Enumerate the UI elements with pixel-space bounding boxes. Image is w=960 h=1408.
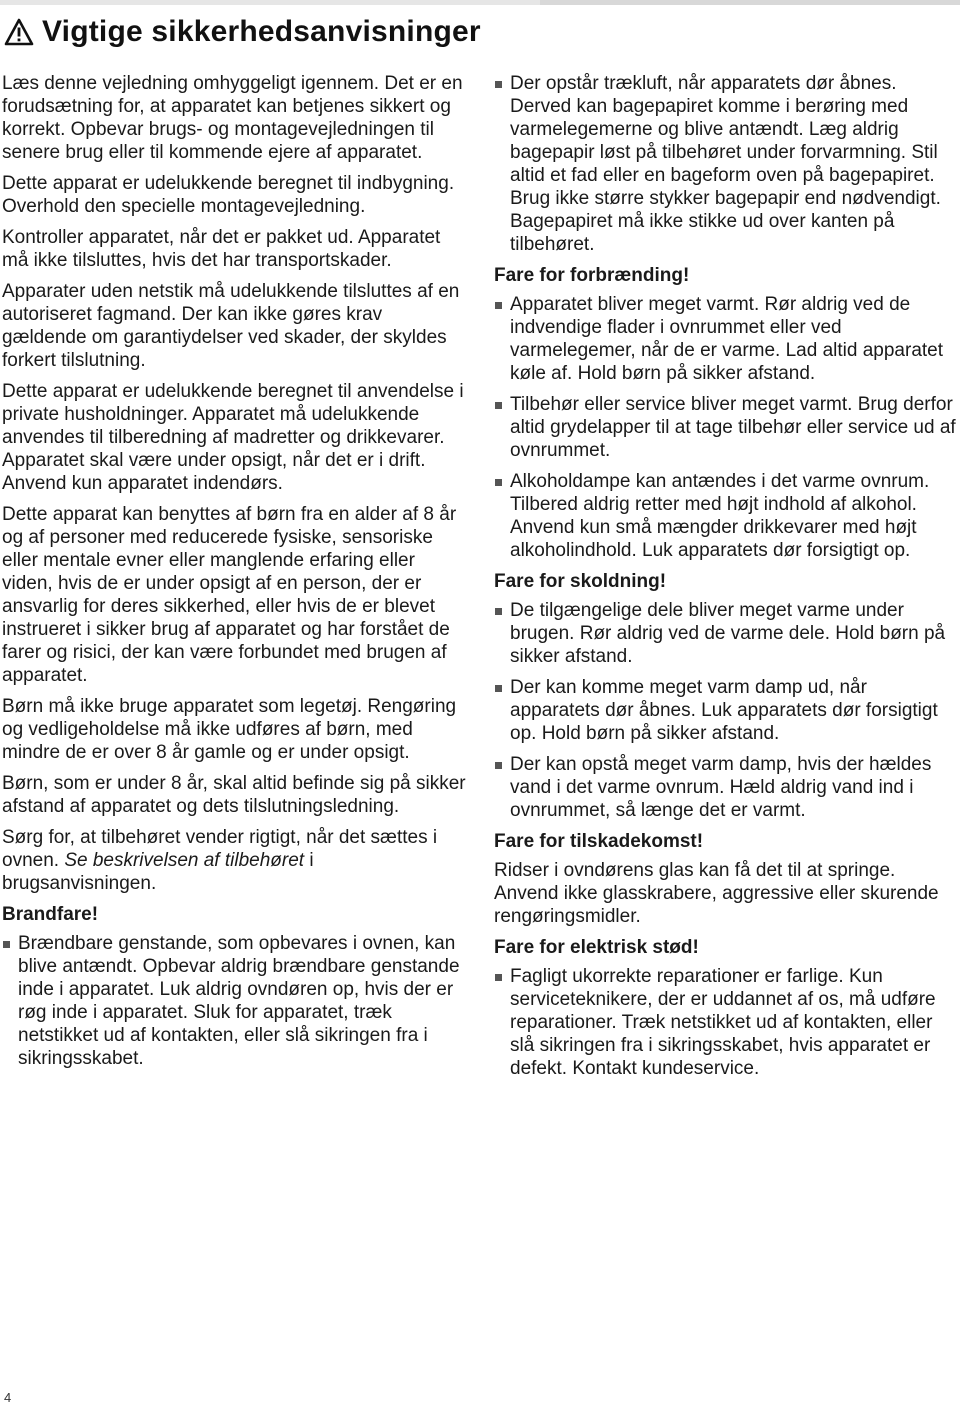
square-bullet-icon — [495, 479, 502, 486]
square-bullet-icon — [495, 685, 502, 692]
warning-triangle-icon — [4, 18, 34, 46]
connection-paragraph: Apparater uden netstik må udelukkende tilsluttes af en autoriseret fagmand. Der kan ikke gøres krav gældende om garantiydelser ved skader, der skyldes forkert tilslutning. — [2, 281, 460, 371]
square-bullet-icon — [3, 941, 10, 948]
list-item: Brændbare genstande, som opbevares i ovnen, kan blive antændt. Opbevar aldrig brændbare genstande inde i apparatet. Luk aldrig ovndøren op, hvis der er røg inde i apparatet. Sluk for apparatet, træk netstikket ud af kontakten, eller slå sikringen fra i sikringsskabet. — [2, 932, 470, 1070]
children-distance-paragraph: Børn, som er under 8 år, skal altid befinde sig på sikker afstand af apparatet og dets tilslutningsledning. — [2, 773, 466, 817]
accessory-text-b: i brugsanvisningen. — [2, 850, 314, 894]
burn-heading: Fare for forbrænding! — [494, 265, 690, 286]
intro-paragraph: Læs denne vejledning omhyggeligt igennem. Det er en forudsætning for, at apparatet kan betjenes sikkert og korrekt. Opbevar brugs- og montagevejledningen til senere brug eller til kommende ejere af apparatet. — [2, 73, 463, 163]
list-item: Apparatet bliver meget varmt. Rør aldrig ved de indvendige flader i ovnrummet eller ved varmelegemer, når de er varme. Lad altid apparatet køle af. Hold børn på sikker afstand. — [494, 293, 956, 385]
page-number: 4 — [4, 1390, 12, 1405]
list-item: De tilgængelige dele bliver meget varme under brugen. Rør aldrig ved de varme dele. Hold børn på sikker afstand. — [494, 599, 956, 668]
list-item: Tilbehør eller service bliver meget varmt. Brug derfor altid grydelapper til at tage tilbehør eller service ud af ovnrummet. — [494, 393, 956, 462]
inspection-paragraph: Kontroller apparatet, når det er pakket ud. Apparatet må ikke tilsluttes, hvis det har transportskader. — [2, 227, 441, 271]
list-item: Der kan opstå meget varm damp, hvis der hældes vand i det varme ovnrum. Hæld aldrig vand ind i ovnrummet, så længe det er varmt. — [494, 753, 956, 822]
list-item: Der opstår trækluft, når apparatets dør åbnes. Derved kan bagepapiret komme i berøring med varmelegemerne og blive antændt. Læg aldrig bagepapir løst på tilbehøret under forvarmning. Stil altid et fad eller en bageform oven på bagepapiret. Brug ikke større stykker bagepapir end nødvendigt. Bagepapiret må ikke stikke ud over kanten på tilbehøret. — [494, 72, 956, 256]
square-bullet-icon — [495, 81, 502, 88]
header-rule-accent — [540, 0, 960, 5]
square-bullet-icon — [495, 608, 502, 615]
built-in-paragraph: Dette apparat er udelukkende beregnet til indbygning. Overhold den specielle montagevejledning. — [2, 173, 455, 217]
page-title-text: Vigtige sikkerhedsanvisninger — [42, 15, 481, 48]
burn-list — [494, 293, 956, 562]
right-column — [494, 72, 956, 1088]
fire-list — [2, 932, 470, 1070]
square-bullet-icon — [495, 302, 502, 309]
left-column — [2, 72, 470, 1078]
list-item: Der kan komme meget varm damp ud, når apparatets dør åbnes. Luk apparatets dør forsigtigt op. Hold børn på sikker afstand. — [494, 676, 956, 745]
list-item: Alkoholdampe kan antændes i det varme ovnrum. Tilbered aldrig retter med højt indhold af alkohol. Anvend kun små mængder drikkevarer med højt alkoholindhold. Luk apparatets dør forsigtigt op. — [494, 470, 956, 562]
scald-heading: Fare for skoldning! — [494, 571, 667, 592]
square-bullet-icon — [495, 402, 502, 409]
damage-paragraph: Ridser i ovndørens glas kan få det til at springe. Anvend ikke glasskrabere, aggressive eller skurende rengøringsmidler. — [494, 860, 939, 927]
fire-list-continued — [494, 72, 956, 256]
square-bullet-icon — [495, 974, 502, 981]
list-item: Fagligt ukorrekte reparationer er farlige. Kun serviceteknikere, der er uddannet af os, må udføre reparationer. Træk netstikket ud af kontakten, eller slå sikringen fra i sikringsskabet, hvis apparatet er defekt. Kontakt kundeservice. — [494, 965, 956, 1080]
scald-list — [494, 599, 956, 822]
square-bullet-icon — [495, 762, 502, 769]
fire-heading: Brandfare! — [2, 904, 99, 925]
electric-heading: Fare for elektrisk stød! — [494, 937, 699, 958]
electric-list — [494, 965, 956, 1080]
accessory-paragraph — [2, 826, 470, 895]
household-use-paragraph: Dette apparat er udelukkende beregnet til anvendelse i private husholdninger. Apparatet må udelukkende anvendes til tilberedning af madretter og drikkevarer. Apparatet skal være under opsigt, når det er i drift. Anvend kun apparatet indendørs. — [2, 381, 464, 494]
children-cleaning-paragraph: Børn må ikke bruge apparatet som legetøj. Rengøring og vedligeholdelse må ikke udføres af børn, med mindre de er over 8 år gamle og er under opsigt. — [2, 696, 457, 763]
accessory-text-a: Sørg for, at tilbehøret vender rigtigt, når det sættes i ovnen. — [2, 827, 438, 871]
damage-heading: Fare for tilskadekomst! — [494, 831, 704, 852]
accessory-reference-link: Se beskrivelsen af tilbehøret — [64, 850, 305, 871]
children-persons-paragraph: Dette apparat kan benyttes af børn fra en alder af 8 år og af personer med reducerede fysiske, sensoriske eller mentale evner eller manglende erfaring eller viden, hvis de er under opsigt af en person, der er ansvarlig for deres sikkerhed, eller hvis de er blevet instrueret i sikker brug af apparatet og har forstået de farer og risici, der kan være forbundet med brugen af apparatet. — [2, 504, 457, 686]
page-title — [4, 10, 481, 54]
